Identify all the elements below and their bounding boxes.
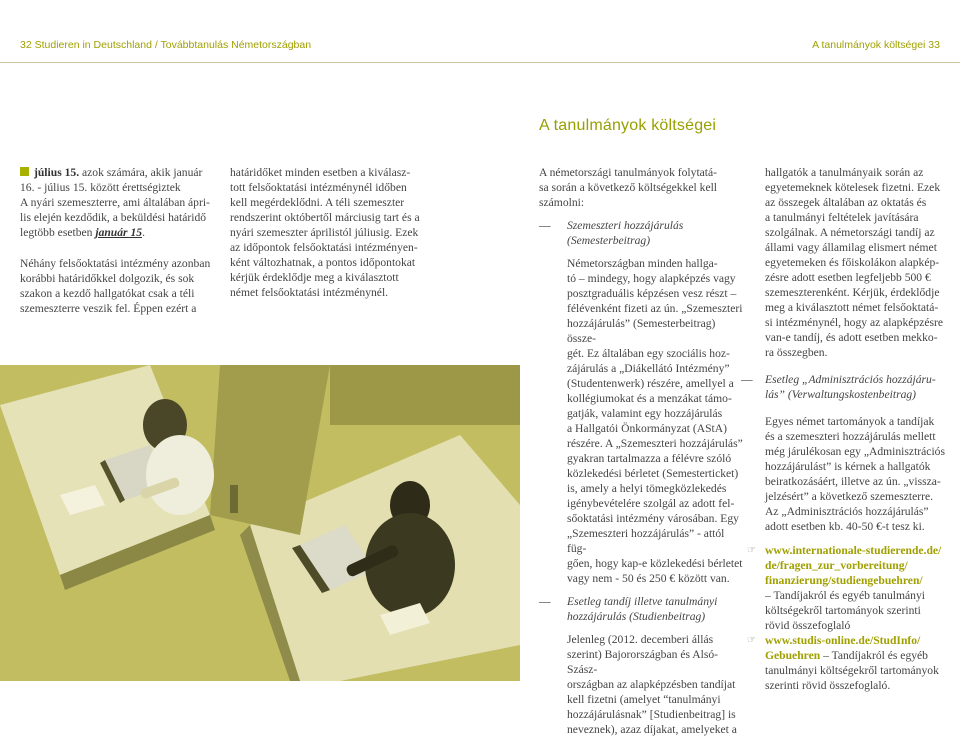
text-line: az összegek általában az oktatás és bbox=[765, 196, 927, 209]
column-3 bbox=[539, 165, 744, 737]
web-link[interactable]: www.internationale-studierende.de/ bbox=[765, 544, 942, 557]
web-link[interactable]: de/fragen_zur_vorbereitung/ bbox=[765, 559, 908, 572]
text-line: hallgatók a tanulmányaik során az bbox=[765, 166, 924, 179]
column-1 bbox=[20, 165, 220, 316]
text-line: egyetemeken és főiskolákon alapkép- bbox=[765, 256, 940, 269]
text-line: kell megérdeklődni. A téli szemeszter bbox=[230, 196, 405, 209]
text-line: német felsőoktatási intézménynél. bbox=[230, 286, 389, 299]
deadline-line bbox=[20, 165, 220, 180]
text-line: Németországban minden hallga- bbox=[567, 257, 718, 270]
text-line: közlekedési bérletet (Semesterticket) bbox=[567, 467, 739, 480]
text-line: szemeszterenként. Kérjük, érdeklődje bbox=[765, 286, 940, 299]
text-line: hozzájárulást” is kérnek a hallgatók bbox=[765, 460, 931, 473]
text-line: Egyes német tartományok a tandíjak bbox=[765, 415, 935, 428]
text-line: állami vagy államilag elismert német bbox=[765, 241, 937, 254]
page-header-left: 32 Studieren in Deutschland / Továbbtanulás Németországban bbox=[20, 39, 312, 51]
text-line: sa során a következő költségekkel kell bbox=[539, 181, 718, 194]
text-line: részére. A „Szemeszteri hozzájárulás” bbox=[567, 437, 743, 450]
text-line: tott felsőoktatási intézménynél időben bbox=[230, 181, 407, 194]
text-line: kérjük érdeklődje meg a kiválasztott bbox=[230, 271, 399, 284]
dash-bullet-icon: — bbox=[539, 219, 551, 232]
link-description: szerinti rövid összefoglaló. bbox=[765, 679, 891, 692]
item-title: lás” (Verwaltungskostenbeitrag) bbox=[765, 388, 917, 401]
text-line: sőoktatási intézmény városában. Egy bbox=[567, 512, 739, 525]
text-line: lis elején kezdődik, a beküldési határidő bbox=[20, 211, 207, 224]
text-line: számolni: bbox=[539, 196, 585, 209]
text-line: beiratkozásáért, illetve az ún. „vissza- bbox=[765, 475, 941, 488]
page-header-right: A tanulmányok költségei 33 bbox=[812, 39, 940, 51]
text-line: gyakran tartalmazza a félévre szóló bbox=[567, 452, 732, 465]
text-line: „Szemeszteri hozzájárulás” - attól füg- bbox=[567, 527, 725, 555]
web-link[interactable]: finanzierung/studiengebuehren/ bbox=[765, 574, 923, 587]
link-line bbox=[765, 648, 945, 663]
text-line: szakon a kezdő hallgatókat csak a téli bbox=[20, 287, 195, 300]
column-2 bbox=[230, 165, 440, 300]
pointing-hand-icon: ☞ bbox=[747, 545, 756, 556]
deadline-january: január 15 bbox=[95, 226, 143, 239]
text-line: meg a kiválasztott német felsőoktatá- bbox=[765, 301, 939, 314]
cost-item-semester bbox=[539, 218, 744, 586]
header-rule bbox=[0, 62, 960, 63]
link-description: költségekről tartományok szerinti bbox=[765, 604, 921, 617]
web-link[interactable]: Gebuehren bbox=[765, 649, 821, 662]
text-line: si intézménynél, hogy az alapképzésre bbox=[765, 316, 944, 329]
text-line: ként változhatnak, a pontos időpontokat bbox=[230, 256, 416, 269]
deadline-text: azok számára, akik január bbox=[79, 166, 203, 179]
text-line: neveznek), azaz díjakat, amelyeket a bbox=[567, 723, 737, 736]
text-line: posztgraduális képzésen vesz részt – bbox=[567, 287, 737, 300]
text-line: Jelenleg (2012. decemberi állás bbox=[567, 633, 714, 646]
text-span: legtöbb esetben bbox=[20, 226, 96, 239]
item-title: (Semesterbeitrag) bbox=[567, 234, 651, 247]
text-line: igénybevételére szolgál az adott fel- bbox=[567, 497, 735, 510]
text-line: is, amely a helyi tömegközlekedés bbox=[567, 482, 727, 495]
text-line: egyetemeknek kötelesek fizetni. Ezek bbox=[765, 181, 941, 194]
link-block-2 bbox=[747, 633, 945, 693]
cost-item-tuition bbox=[539, 594, 744, 737]
link-description: – Tandíjakról és egyéb bbox=[820, 649, 928, 662]
text-line: zájárulás a „Diákellátó Intézmény” bbox=[567, 362, 730, 375]
text-line: az időpontok felsőoktatási intézményen- bbox=[230, 241, 418, 254]
text-line: zésre adott esetben legfeljebb 500 € bbox=[765, 271, 931, 284]
link-description: – Tandíjakról és egyéb tanulmányi bbox=[765, 589, 925, 602]
text-line: A nyári szemeszterre, ami általában ápri- bbox=[20, 196, 210, 209]
text-line: határidőket minden esetben a kiválasz- bbox=[230, 166, 411, 179]
text-line: van-e tandíj, és adott esetben mekko- bbox=[765, 331, 938, 344]
text-line: Az „Adminisztrációs hozzájárulás” bbox=[765, 505, 929, 518]
dash-bullet-icon: — bbox=[741, 373, 753, 386]
text-line: tó – mindegy, hogy alapképzés vagy bbox=[567, 272, 736, 285]
text-line: rendszerint októbertől márciusig tart és a bbox=[230, 211, 420, 224]
link-description: rövid összefoglaló bbox=[765, 619, 851, 632]
text-line: a tanulmányi feltételek javítására bbox=[765, 211, 919, 224]
text-line: kollégiumokat és a menzákat támo- bbox=[567, 392, 732, 405]
text-line: vagy nem - 50 és 250 € között van. bbox=[567, 572, 730, 585]
cost-item-admin bbox=[741, 372, 945, 402]
text-line: még járulékosan egy „Adminisztrációs bbox=[765, 445, 945, 458]
text-line: korábbi határidőkkel dolgozik, és sok bbox=[20, 272, 195, 285]
students-photo-image bbox=[0, 365, 520, 681]
text-line: és a szemeszteri hozzájárulás mellett bbox=[765, 430, 936, 443]
dash-bullet-icon: — bbox=[539, 595, 551, 608]
square-bullet-icon bbox=[20, 167, 29, 176]
students-photo bbox=[0, 365, 520, 681]
item-title: Esetleg tandíj illetve tanulmányi bbox=[567, 595, 718, 608]
text-line: félévenként fizeti az ún. „Szemeszteri bbox=[567, 302, 743, 315]
web-link[interactable]: www.studis-online.de/StudInfo/ bbox=[765, 634, 921, 647]
text-line: szerint) Bajorországban és Alsó-Szász- bbox=[567, 648, 718, 676]
text-line: 16. - július 15. között érettségiztek bbox=[20, 181, 181, 194]
text-line: ra összegben. bbox=[765, 346, 828, 359]
text-line: A németországi tanulmányok folytatá- bbox=[539, 166, 718, 179]
text-line: kell fizetni (amelyet “tanulmányi bbox=[567, 693, 721, 706]
text-line: Néhány felsőoktatási intézmény azonban bbox=[20, 257, 211, 270]
text-line: hozzájárulás” (Semesterbeitrag) össze- bbox=[567, 317, 716, 345]
item-title: Szemeszteri hozzájárulás bbox=[567, 219, 684, 232]
item-title: hozzájárulás (Studienbeitrag) bbox=[567, 610, 706, 623]
text-line: jelzésért” a következő szemeszterre. bbox=[765, 490, 934, 503]
deadline-date: július 15. bbox=[34, 166, 80, 179]
column-4 bbox=[741, 165, 945, 693]
text-line: gét. Ez általában egy szociális hoz- bbox=[567, 347, 730, 360]
text-line: szemeszterre veszik fel. Éppen ezért a bbox=[20, 302, 197, 315]
text-line: szolgálnak. A németországi tandíj az bbox=[765, 226, 935, 239]
link-block-1 bbox=[747, 543, 945, 633]
text-line: hozzájárulásnak” [Studienbeitrag] is bbox=[567, 708, 736, 721]
text-line: gően, hogy kap-e közlekedési bérletet bbox=[567, 557, 743, 570]
text-line: a Hallgatói Önkormányzat (AStA) bbox=[567, 422, 728, 435]
text-line: nyári szemeszter áprilistól júliusig. Ezek bbox=[230, 226, 419, 239]
page-title: A tanulmányok költségei bbox=[539, 117, 717, 134]
pointing-hand-icon: ☞ bbox=[747, 635, 756, 646]
text-span: . bbox=[142, 226, 145, 239]
text-line: (Studentenwerk) részére, amellyel a bbox=[567, 377, 734, 390]
link-description: tanulmányi költségekről tartományok bbox=[765, 664, 939, 677]
text-line: adott esetben kb. 40-50 €-t tesz ki. bbox=[765, 520, 925, 533]
text-line: országban az alapképzésben tandíjat bbox=[567, 678, 736, 691]
text-line: gatják, valamint egy hozzájárulás bbox=[567, 407, 723, 420]
item-title: Esetleg „Adminisztrációs hozzájáru- bbox=[765, 373, 936, 386]
text-line bbox=[20, 225, 220, 240]
